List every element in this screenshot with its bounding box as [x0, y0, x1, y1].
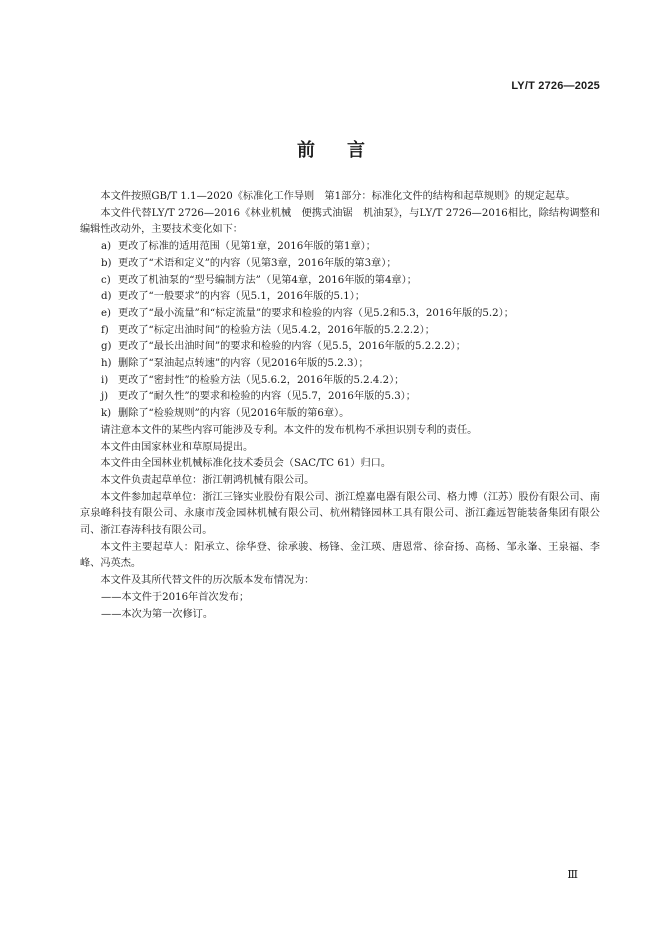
- list-item: [80, 356, 600, 373]
- main-drafters: 本文件主要起草人：阳承立、徐华登、徐承骏、杨锋、金江瑛、唐恩常、徐奋扬、高杨、邹永峯、王泉福、李峰、冯英杰。: [80, 541, 600, 570]
- proposer: 本文件由国家林业和草原局提出。: [100, 441, 254, 453]
- list-item: [80, 306, 600, 323]
- list-label: c): [101, 274, 111, 286]
- list-text: 更改了“术语和定义”的内容（见第3章，2016年版的第3章）；: [118, 257, 397, 269]
- list-text: 更改了“耐久性”的要求和检验的内容（见5.7，2016年版的5.3）；: [118, 391, 416, 403]
- history-item: ——本文件于2016年首次发布；: [101, 591, 250, 603]
- list-text: 更改了“一般要求”的内容（见5.1，2016年版的5.1）；: [118, 291, 366, 303]
- list-label: d): [101, 291, 112, 303]
- list-item: [80, 339, 600, 356]
- participating-units: 本文件参加起草单位：浙江三锋实业股份有限公司、浙江煌嘉电器有限公司、格力博（江苏）股份有限公司、南京泉峰科技有限公司、永康市茂金园林机械有限公司、杭州精锋园林工具有限公司、浙江鑫远智能装备集团有限公司、浙江春涛科技有限公司。: [80, 491, 600, 537]
- list-item: [80, 273, 600, 290]
- list-label: k): [101, 408, 112, 420]
- paragraph: 本文件代替LY/T 2726—2016《林业机械 便携式油锯 机油泵》，与LY/T 2726—2016相比，除结构调整和编辑性改动外，主要技术变化如下：: [80, 207, 600, 236]
- list-item: [80, 389, 600, 406]
- paragraph: 本文件按照GB/T 1.1—2020《标准化工作导则 第1部分：标准化文件的结构和起草规则》的规定起草。: [100, 191, 576, 202]
- list-text: 更改了标准的适用范围（见第1章，2016年版的第1章）；: [118, 241, 376, 253]
- history-intro: 本文件及其所代替文件的历次版本发布情况为：: [100, 575, 315, 587]
- list-item: [80, 289, 600, 306]
- list-item: [80, 373, 600, 390]
- list-label: b): [101, 257, 112, 269]
- list-text: 删除了“检验规则”的内容（见2016年版的第6章）。: [118, 408, 350, 420]
- list-item: [80, 256, 600, 273]
- foreword-body: [80, 189, 600, 623]
- list-label: h): [101, 358, 112, 370]
- list-text: 更改了“最长出油时间”的要求和检验的内容（见5.5，2016年版的5.2.2.2）；: [118, 341, 466, 353]
- standard-code: LY/T 2726—2025: [511, 80, 600, 92]
- list-label: e): [101, 307, 112, 319]
- page-number: Ⅲ: [567, 868, 578, 881]
- list-text: 删除了“泵油起点转速”的内容（见2016年版的5.2.3）；: [118, 358, 369, 370]
- list-text: 更改了“密封性”的检验方法（见5.6.2，2016年版的5.2.4.2）；: [118, 374, 405, 386]
- committee: 本文件由全国林业机械标准化技术委员会（SAC/TC 61）归口。: [100, 458, 392, 470]
- list-text: 更改了“最小流量”和“标定流量”的要求和检验的内容（见5.2和5.3，2016年版的5.2）；: [118, 307, 514, 319]
- list-label: a): [101, 241, 112, 253]
- list-text: 更改了“标定出油时间”的检验方法（见5.4.2，2016年版的5.2.2.2）；: [118, 324, 435, 336]
- list-item: [80, 239, 600, 256]
- list-label: f): [101, 324, 109, 336]
- list-text: 更改了机油泵的“型号编制方法”（见第4章，2016年版的第4章）；: [118, 274, 417, 286]
- lead-drafter-unit: 本文件负责起草单位：浙江朝鸿机械有限公司。: [100, 474, 315, 486]
- list-label: g): [101, 341, 112, 353]
- list-label: i): [101, 374, 109, 386]
- page-title: 前言: [297, 140, 397, 161]
- list-item: [80, 406, 600, 423]
- history-item: ——本次为第一次修订。: [101, 608, 214, 620]
- list-item: [80, 323, 600, 340]
- list-label: j): [101, 391, 109, 403]
- patent-notice: 请注意本文件的某些内容可能涉及专利。本文件的发布机构不承担识别专利的责任。: [100, 424, 478, 436]
